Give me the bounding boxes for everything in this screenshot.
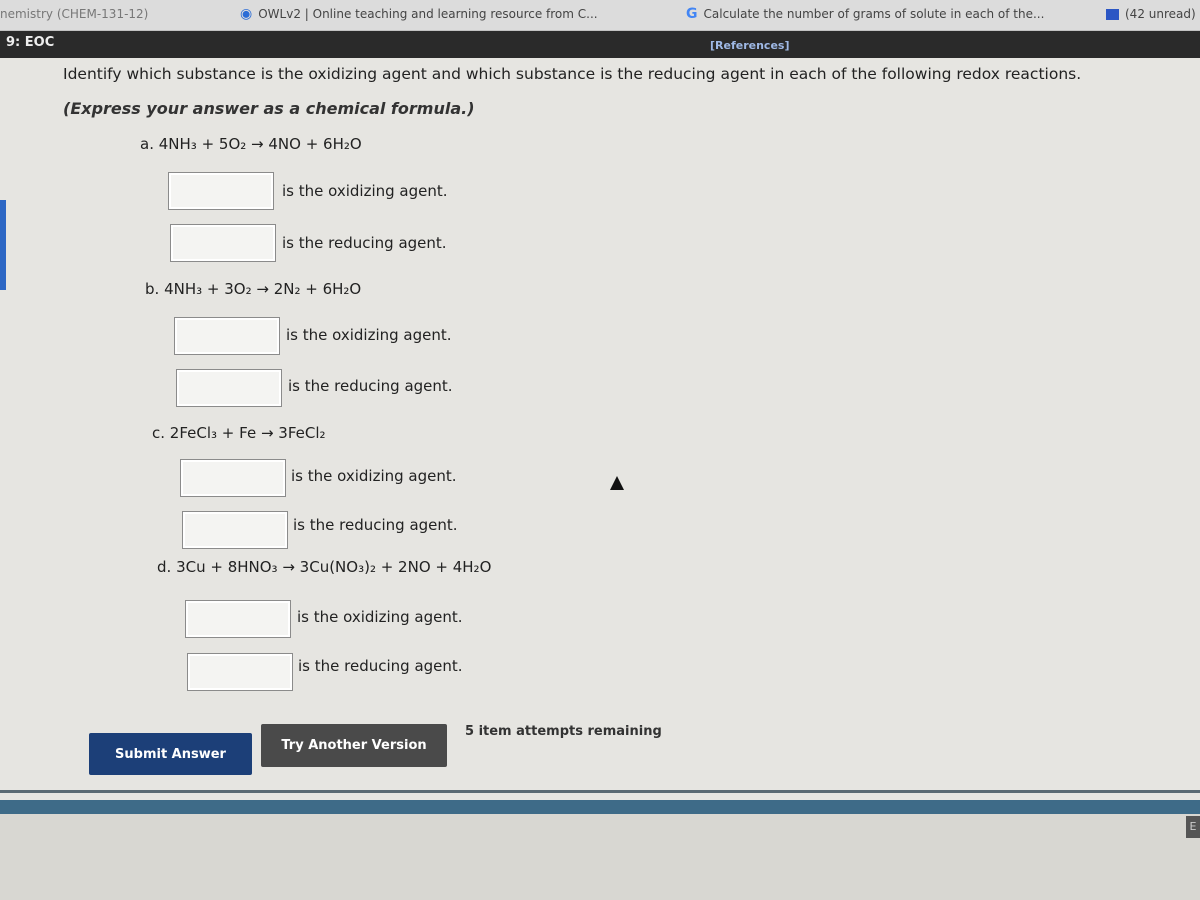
tab-label: OWLv2 | Online teaching and learning resource from C...	[258, 7, 598, 21]
owl-icon: ◉	[240, 6, 253, 22]
assignment-header	[0, 31, 1200, 58]
oxidizing-label: is the oxidizing agent.	[286, 326, 452, 344]
tab-chemistry[interactable]	[0, 0, 148, 28]
oxidizing-label: is the oxidizing agent.	[291, 467, 457, 485]
attempts-remaining: 5 item attempts remaining	[465, 724, 662, 739]
equation-text: 2FeCl₃ + Fe → 3FeCl₂	[169, 424, 326, 442]
part-d-reducing-input[interactable]	[187, 653, 293, 691]
submit-answer-button[interactable]: Submit Answer	[89, 733, 252, 775]
left-edge-strip	[0, 200, 6, 290]
part-b-reducing-input[interactable]	[176, 369, 282, 407]
part-letter: d.	[157, 558, 172, 576]
equation-text: 4NH₃ + 5O₂ → 4NO + 6H₂O	[158, 135, 362, 153]
google-icon: G	[686, 6, 698, 22]
part-b-equation	[145, 280, 361, 298]
part-d-equation	[157, 558, 491, 576]
tab-owlv2[interactable]	[240, 0, 598, 28]
browser-tab-bar	[0, 0, 1200, 31]
reducing-label: is the reducing agent.	[298, 657, 463, 675]
part-d-oxidizing-input[interactable]	[185, 600, 291, 638]
part-a-oxidizing-input[interactable]	[168, 172, 274, 210]
oxidizing-label: is the oxidizing agent.	[297, 608, 463, 626]
part-letter: c.	[152, 424, 166, 442]
part-a-reducing-input[interactable]	[170, 224, 276, 262]
mail-icon	[1106, 9, 1119, 20]
mouse-cursor-icon	[610, 476, 624, 490]
tab-label: nemistry (CHEM-131-12)	[0, 7, 149, 21]
footer-bar	[0, 800, 1200, 814]
edge-button[interactable]: E	[1186, 816, 1200, 838]
tab-mail[interactable]	[1106, 0, 1196, 28]
part-a-equation	[140, 135, 362, 153]
section-title: 9: EOC	[6, 35, 55, 50]
reducing-label: is the reducing agent.	[282, 234, 447, 252]
question-hint: (Express your answer as a chemical formula.)	[63, 99, 475, 118]
tab-label: (42 unread)	[1125, 7, 1196, 21]
part-c-reducing-input[interactable]	[182, 511, 288, 549]
part-c-equation	[152, 424, 326, 442]
reducing-label: is the reducing agent.	[293, 516, 458, 534]
reducing-label: is the reducing agent.	[288, 377, 453, 395]
tab-google-search[interactable]	[686, 0, 1044, 28]
footer-area	[0, 814, 1200, 900]
try-another-version-button[interactable]: Try Another Version	[261, 724, 447, 767]
equation-text: 3Cu + 8HNO₃ → 3Cu(NO₃)₂ + 2NO + 4H₂O	[176, 558, 492, 576]
tab-label: Calculate the number of grams of solute in each of the...	[703, 7, 1045, 21]
oxidizing-label: is the oxidizing agent.	[282, 182, 448, 200]
part-b-oxidizing-input[interactable]	[174, 317, 280, 355]
part-c-oxidizing-input[interactable]	[180, 459, 286, 497]
equation-text: 4NH₃ + 3O₂ → 2N₂ + 6H₂O	[164, 280, 362, 298]
part-letter: a.	[140, 135, 154, 153]
references-link[interactable]: [References]	[710, 39, 790, 52]
footer-divider	[0, 790, 1200, 793]
question-instruction: Identify which substance is the oxidizing agent and which substance is the reducing agent in each of the following redox reactions.	[63, 65, 1082, 83]
part-letter: b.	[145, 280, 160, 298]
